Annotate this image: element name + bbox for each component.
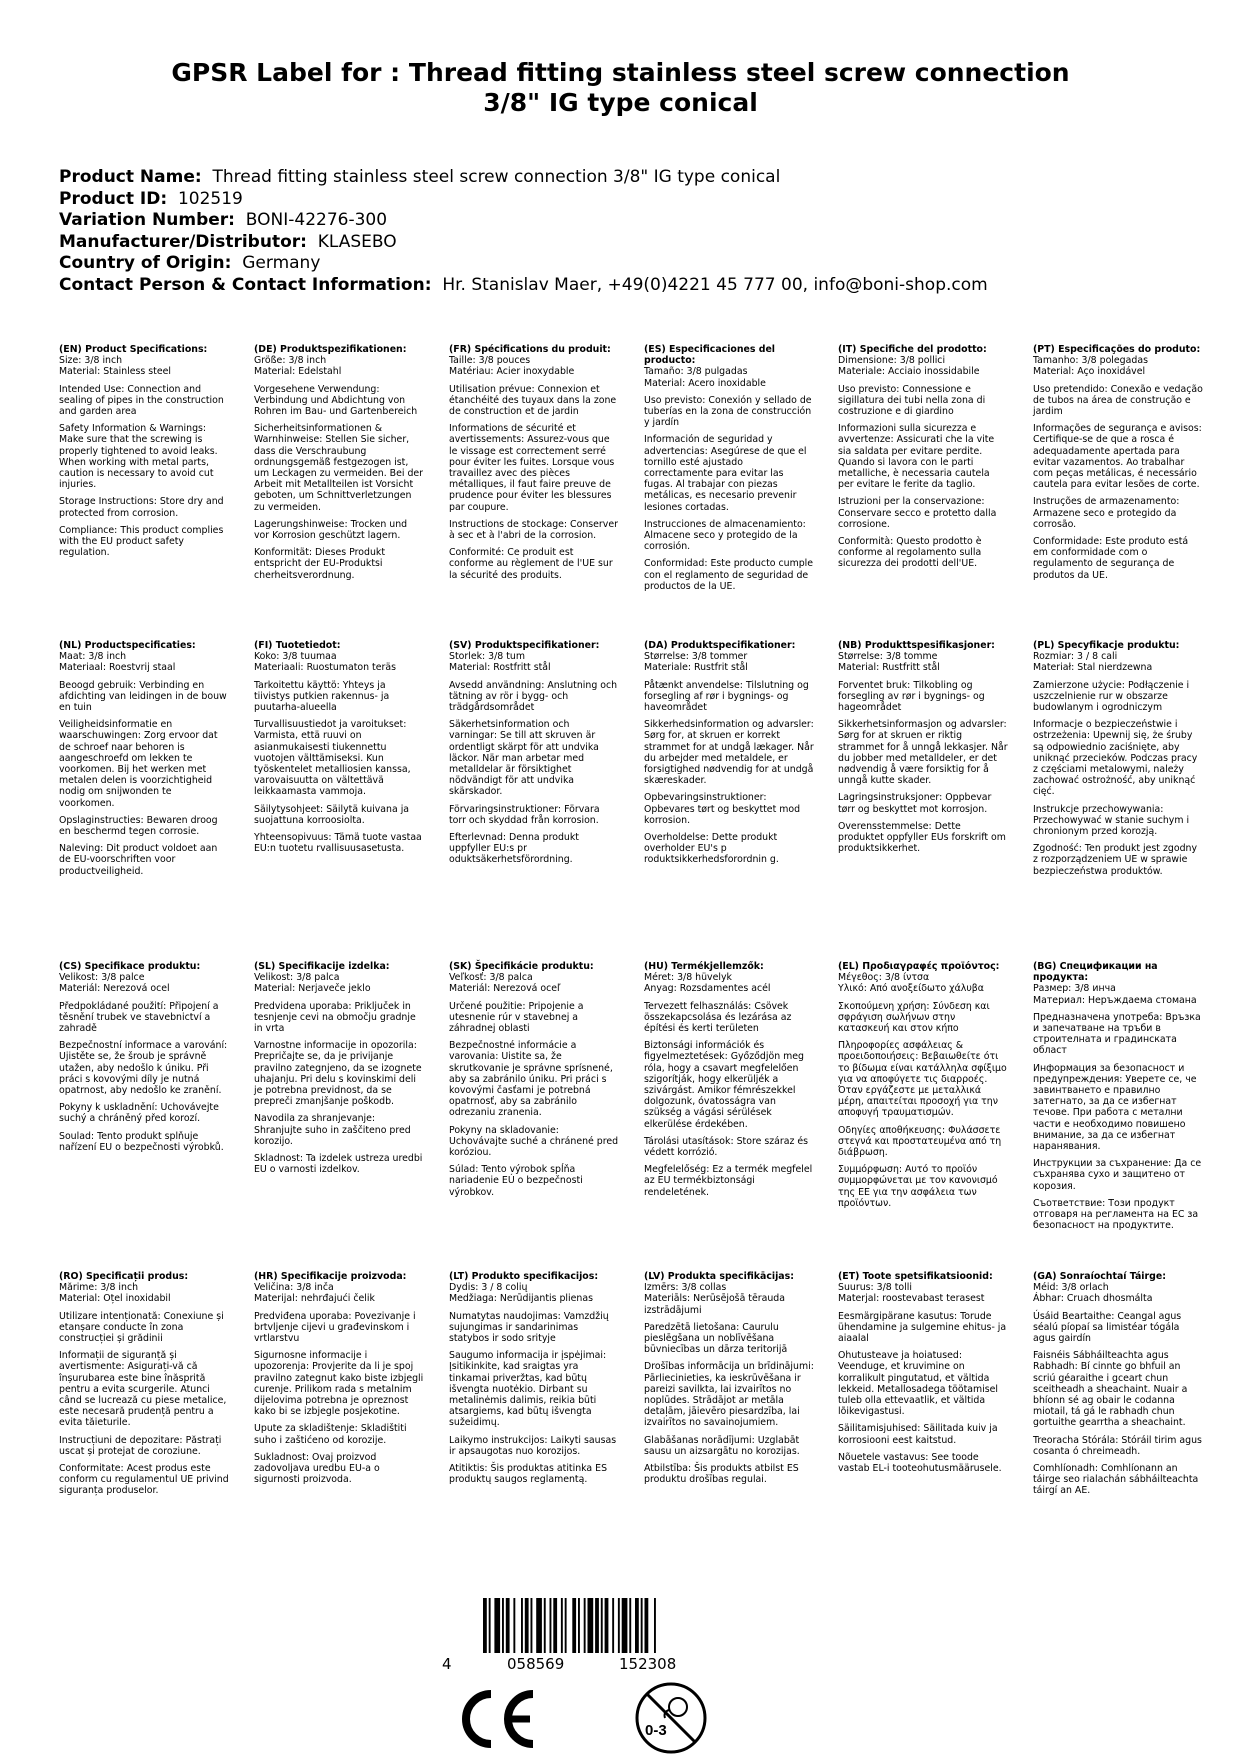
barcode-bar <box>622 1598 628 1653</box>
info-variation-number <box>59 210 988 232</box>
spec-storage: Säilitamisjuhised: Säilitada kuiv ja korrosiooni eest kaitstud. <box>838 1423 998 1446</box>
spec-safety: Informazioni sulla sicurezza e avvertenze: Assicurati che la vite sia saldata per evitare perdite. Quando si lavora con le parti metalliche, è necessaria cautela per evitare le ferite da taglio. <box>838 423 995 491</box>
info-label: Product Name: <box>59 167 202 187</box>
spec-size: Размер: 3/8 инча <box>1033 983 1116 995</box>
barcode <box>483 1598 723 1653</box>
spec-safety: Safety Information & Warnings: Make sure that the screwing is properly tightened to avoid leaks. When working with metal parts, caution is necessary to avoid cut injuries. <box>59 423 218 491</box>
spec-use: Utilisation prévue: Connexion et étanchéité des tuyaux dans la zone de construction et de jardin <box>449 383 617 418</box>
spec-size: Maat: 3/8 inch <box>59 651 127 663</box>
barcode-bar <box>618 1598 620 1653</box>
spec-use: Tarkoitettu käyttö: Yhteys ja tiivistys putkien rakennus- ja puutarha-alueella <box>254 679 390 714</box>
spec-section <box>59 1271 229 1503</box>
spec-section <box>254 1271 424 1491</box>
spec-storage: Navodila za shranjevanje: Shranjujte suho in zaščiteno pred korozijo. <box>254 1113 411 1147</box>
spec-compliance: Overensstemmelse: Dette produktet oppfyller EUs forskrift om produktsikkerhet. <box>838 820 1006 855</box>
spec-section <box>1033 344 1203 587</box>
spec-section <box>838 344 1008 576</box>
spec-use: Numatytas naudojimas: Vamzdžių sujungimas ir sandarinimas statybos ir sodo srityje <box>449 1310 609 1345</box>
spec-compliance: Skladnost: Ta izdelek ustreza uredbi EU o varnosti izdelkov. <box>254 1153 423 1176</box>
spec-compliance: Conformidad: Este producto cumple con el reglamento de seguridad de productos de la UE. <box>644 558 814 592</box>
spec-heading: (RO) Specificații produs: <box>59 1271 189 1282</box>
spec-heading: (LV) Produkta specifikācijas: <box>644 1271 794 1282</box>
spec-material: Materiál: Nerezová ocel <box>59 983 170 995</box>
spec-storage: Opslaginstructies: Bewaren droog en beschermd tegen corrosie. <box>59 814 218 838</box>
spec-size: Koko: 3/8 tuumaa <box>254 651 337 663</box>
barcode-bar <box>521 1598 523 1653</box>
spec-compliance: Conformitate: Acest produs este conform cu regulamentul UE privind siguranța produselor. <box>59 1463 229 1497</box>
info-value: Thread fitting stainless steel screw connection 3/8" IG type conical <box>212 167 781 187</box>
barcode-bar <box>544 1598 546 1653</box>
info-manufacturer <box>59 232 988 254</box>
spec-storage: Lagerungshinweise: Trocken und vor Korrosion geschützt lagern. <box>254 518 408 542</box>
spec-material: Material: Stainless steel <box>59 366 171 378</box>
barcode-bar <box>494 1598 500 1653</box>
spec-use: Eesmärgipärane kasutus: Torude ühendamine ja sulgemine ehitus- ja aiaalal <box>838 1310 1007 1345</box>
spec-safety: Sikkerhedsinformation og advarsler: Sørg for, at skruen er korrekt strammet for at undgå lækager. Når du arbejder med metaldele, er forsigtighed nødvendig for at undgå skæreskader. <box>644 719 814 787</box>
spec-size: Velikost: 3/8 palca <box>254 972 340 984</box>
spec-safety: Sigurnosne informacije i upozorenja: Provjerite da li je spoj pravilno zategnut kako biste izbjegli curenje. Prilikom rada s metalnim dijelovima potrebna je opreznost kako bi se izbjegle posjekotine. <box>254 1350 424 1418</box>
barcode-bar <box>645 1598 649 1653</box>
barcode-bar <box>513 1598 515 1653</box>
spec-size: Størrelse: 3/8 tommer <box>644 651 748 663</box>
spec-material: Υλικό: Από ανοξείδωτο χάλυβα <box>838 983 984 995</box>
spec-heading: (SV) Produktspecifikationer: <box>449 640 600 651</box>
spec-section <box>254 344 424 587</box>
spec-material: Materiał: Stal nierdzewna <box>1033 662 1153 674</box>
spec-section <box>644 640 814 872</box>
spec-size: Dydis: 3 / 8 colių <box>449 1282 528 1294</box>
spec-use: Predvidena uporaba: Priključek in tesnjenje cevi na območju gradnje in vrta <box>254 1000 416 1035</box>
barcode-bar <box>601 1598 603 1653</box>
spec-compliance: Compliance: This product complies with the EU product safety regulation. <box>59 524 224 559</box>
spec-material: Matériau: Acier inoxydable <box>449 366 575 378</box>
spec-section <box>838 961 1008 1215</box>
spec-material: Anyag: Rozsdamentes acél <box>644 983 771 995</box>
spec-safety: Bezpečnostné informácie a varovania: Uistite sa, že skrutkovanie je správne sprísnené, aby sa zabránilo úniku. Pri práci s kovovými časťami je potrebná opatrnosť, aby sa zabránilo odrezaniu zranenia. <box>449 1040 613 1119</box>
spec-use: Avsedd användning: Anslutning och tätning av rör i bygg- och trädgårdsområdet <box>449 679 618 714</box>
spec-material: Materjal: roostevabast terasest <box>838 1293 985 1305</box>
spec-material: Materiaal: Roestvrij staal <box>59 662 176 674</box>
spec-size: Méret: 3/8 hüvelyk <box>644 972 732 984</box>
spec-size: Velikost: 3/8 palce <box>59 972 145 984</box>
spec-compliance: Megfelelőség: Ez a termék megfelel az EU termékbiztonsági rendeletének. <box>644 1164 813 1198</box>
barcode-bar <box>584 1598 586 1653</box>
info-label: Manufacturer/Distributor: <box>59 231 307 252</box>
spec-storage: Instrucciones de almacenamiento: Almacene seco y protegido de la corrosión. <box>644 518 806 553</box>
spec-storage: Instruções de armazenamento: Armazene seco e protegido da corrosão. <box>1033 496 1180 530</box>
spec-storage: Pokyny na skladovanie: Uchovávajte suché a chránené pred koróziou. <box>449 1124 619 1159</box>
spec-section <box>838 1271 1008 1480</box>
barcode-bar <box>588 1598 594 1653</box>
spec-safety: Sikkerhetsinformasjon og advarsler: Sørg for at skruen er riktig strammet for å unngå lekkasjer. Når du jobber med metalldeler, er det nødvendig å være forsiktig for å unngå kutte skader. <box>838 719 1008 787</box>
spec-use: Úsáid Beartaithe: Ceangal agus séalú píopaí sa limistéar tógála agus gairdín <box>1033 1310 1182 1345</box>
spec-storage: Förvaringsinstruktioner: Förvara torr och skyddad från korrosion. <box>449 803 600 826</box>
spec-section <box>254 961 424 1181</box>
spec-compliance: Conformità: Questo prodotto è conforme al regolamento sulla sicurezza dei prodotti dell'UE. <box>838 536 982 570</box>
spec-heading: (FR) Spécifications du produit: <box>449 344 611 355</box>
spec-section <box>449 640 619 872</box>
spec-compliance: Súlad: Tento výrobok spĺňa nariadenie EÚ o bezpečnosti výrobkov. <box>449 1164 583 1198</box>
spec-safety: Informações de segurança e avisos: Certifique-se de que a rosca é adequadamente apertada para evitar vazamentos. Ao trabalhar com peças metálicas, é necessário cautela para evitar lesões de corte. <box>1033 423 1202 491</box>
spec-safety: Faisnéis Sábháilteachta agus Rabhadh: Bí cinnte go bhfuil an scriú géaraithe i gceart chun sceitheadh a sheachaint. Nuair a bhíonn sé ag obair le codanna miotail, tá gá le rabhadh chun gortuithe gearrtha a sheachaint. <box>1033 1350 1188 1429</box>
barcode-bar <box>629 1598 631 1653</box>
spec-heading: (HU) Termékjellemzők: <box>644 961 764 972</box>
spec-section <box>59 640 229 883</box>
info-product-name <box>59 167 988 189</box>
spec-compliance: Atbilstība: Šis produkts atbilst ES produktu drošības regulai. <box>644 1463 799 1486</box>
spec-compliance: Konformität: Dieses Produkt entspricht der EU-Produktsi cherheitsverordnung. <box>254 547 386 581</box>
spec-material: Materiale: Rustfrit stål <box>644 662 748 674</box>
info-value: KLASEBO <box>317 231 397 252</box>
spec-safety: Bezpečnostní informace a varování: Ujistěte se, že šroub je správně utažen, aby nedošlo k úniku. Při práci s kovovými díly je nutná opatrnost, aby nedošlo ke zranění. <box>59 1040 228 1097</box>
info-label: Contact Person & Contact Information: <box>59 274 432 295</box>
spec-safety: Informacje o bezpieczeństwie i ostrzeżenia: Upewnij się, że śruby są odpowiednio zaciśnięte, aby uniknąć przecieków. Podczas pracy z częściami metalowymi, należy zachować ostrożność, aby uniknąć cięć. <box>1033 719 1198 798</box>
barcode-digit-1: 4 <box>442 1655 452 1673</box>
page-title <box>0 58 1241 118</box>
spec-section <box>254 640 424 860</box>
spec-size: Izmērs: 3/8 collas <box>644 1282 727 1294</box>
spec-use: Zamierzone użycie: Podłączenie i uszczelnienie rur w obszarze budowlanym i ogrodniczym <box>1033 679 1190 714</box>
spec-size: Größe: 3/8 inch <box>254 355 327 367</box>
spec-heading: (EL) Προδιαγραφές προϊόντος: <box>838 961 1000 972</box>
spec-use: Intended Use: Connection and sealing of pipes in the construction and garden area <box>59 383 224 418</box>
spec-section <box>644 1271 814 1491</box>
spec-section <box>1033 1271 1203 1503</box>
spec-storage: Lagringsinstruksjoner: Oppbevar tørr og beskyttet mot korrosjon. <box>838 792 992 815</box>
spec-size: Size: 3/8 inch <box>59 355 123 367</box>
age-0-3-warning-icon <box>633 1680 709 1756</box>
product-info <box>59 167 988 296</box>
spec-heading: (BG) Спецификации на продукта: <box>1033 961 1158 984</box>
spec-material: Materiál: Nerezová oceľ <box>449 983 561 995</box>
spec-material: Ábhar: Cruach dhosmálta <box>1033 1293 1153 1305</box>
spec-size: Taille: 3/8 pouces <box>449 355 531 367</box>
spec-heading: (HR) Specifikacije proizvoda: <box>254 1271 407 1282</box>
spec-material: Material: Rostfritt stål <box>449 662 551 674</box>
barcode-bar <box>635 1598 639 1653</box>
spec-material: Materijal: nehrđajući čelik <box>254 1293 375 1305</box>
spec-heading: (PT) Especificações do produto: <box>1033 344 1201 355</box>
spec-safety: Saugumo informacija ir įspėjimai: Įsitikinkite, kad sraigtas yra tinkamai priveržtas, kad būtų išvengta nuotėkio. Dirbant su metalinėmis dalimis, reikia būti atsargiems, kad būtų išvengta sužeidimų. <box>449 1350 607 1429</box>
spec-compliance: Atitiktis: Šis produktas atitinka ES produktų saugos reglamentą. <box>449 1463 608 1486</box>
spec-use: Tervezett felhasználás: Csövek összekapcsolása és lezárása az építési és kerti területen <box>644 1000 792 1035</box>
spec-compliance: Efterlevnad: Denna produkt uppfyller EU:s pr oduktsäkerhetsförordning. <box>449 832 579 866</box>
spec-heading: (NB) Produkttspesifikasjoner: <box>838 640 995 651</box>
spec-use: Predviđena uporaba: Povezivanje i brtvljenje cijevi u građevinskom i vrtlarstvu <box>254 1310 416 1345</box>
spec-safety: Информация за безопасност и предупреждения: Уверете се, че завинтването е правилно затегнато, за да се избегнат течове. При работа с метални части е необходимо повишено внимание, за да се избегнат наранявания. <box>1033 1062 1197 1153</box>
spec-storage: Οδηγίες αποθήκευσης: Φυλάσσετε στεγνά και προστατευμένα από τη διάβρωση. <box>838 1124 1002 1159</box>
spec-heading: (PL) Specyfikacje produktu: <box>1033 640 1180 651</box>
spec-safety: Informații de siguranță și avertismente: Asigurați-vă că înșurubarea este bine înăsprită pentru a evita scurgerile. Atunci când se lucrează cu piese metalice, este necesară prudență pentru a evita tăieturile. <box>59 1350 227 1429</box>
spec-section <box>1033 640 1203 883</box>
title-line-1: GPSR Label for : Thread fitting stainless steel screw connection <box>171 58 1070 87</box>
spec-storage: Tárolási utasítások: Store száraz és védett korrózió. <box>644 1135 809 1159</box>
spec-material: Materiale: Acciaio inossidabile <box>838 366 980 378</box>
spec-storage: Instrucțiuni de depozitare: Păstrați uscat și protejat de coroziune. <box>59 1434 222 1457</box>
spec-storage: Glabāšanas norādījumi: Uzglabāt sausu un aizsargātu no korozijas. <box>644 1434 800 1457</box>
age-label: 0-3 <box>645 1722 667 1739</box>
spec-material: Materiāls: Nerūsējošā tērauda izstrādājumi <box>644 1293 785 1316</box>
spec-material: Material: Oțel inoxidabil <box>59 1293 171 1305</box>
spec-heading: (SK) Špecifikácie produktu: <box>449 961 594 972</box>
spec-compliance: Soulad: Tento produkt splňuje nařízení EU o bezpečnosti výrobků. <box>59 1130 224 1153</box>
spec-size: Suurus: 3/8 tolli <box>838 1282 912 1294</box>
spec-compliance: Overholdelse: Dette produkt overholder EU's p roduktsikkerhedsforordnin g. <box>644 832 779 866</box>
spec-heading: (GA) Sonraíochtaí Táirge: <box>1033 1271 1166 1282</box>
spec-use: Uso pretendido: Conexão e vedação de tubos na área de construção e jardim <box>1033 383 1203 418</box>
spec-heading: (CS) Specifikace produktu: <box>59 961 201 972</box>
spec-use: Určené použitie: Pripojenie a utesnenie rúr v stavebnej a záhradnej oblasti <box>449 1000 584 1035</box>
info-country <box>59 253 988 275</box>
spec-safety: Säkerhetsinformation och varningar: Se till att skruven är ordentligt skärpt för att undvika läckor. När man arbetar med metalldelar är försiktighet nödvändigt för att undvika skärskador. <box>449 719 599 798</box>
barcode-bar <box>654 1598 656 1653</box>
spec-use: Forventet bruk: Tilkobling og forsegling av rør i bygnings- og hageområdet <box>838 679 985 714</box>
barcode-bar <box>565 1598 567 1653</box>
barcode-bar <box>561 1598 563 1653</box>
spec-heading: (LT) Produkto specifikacijos: <box>449 1271 599 1282</box>
ce-mark-icon <box>458 1689 538 1749</box>
barcode-bar <box>612 1598 614 1653</box>
spec-storage: Инструкции за съхранение: Да се съхранява сухо и защитено от корозия. <box>1033 1158 1202 1192</box>
spec-compliance: Συμμόρφωση: Αυτό το προϊόν συμμορφώνεται με τον κανονισμό της ΕΕ για την ασφάλεια των προϊόντων. <box>838 1164 998 1209</box>
spec-safety: Ohutusteave ja hoiatused: Veenduge, et kruvimine on korralikult pingutatud, et vältida lekkeid. Metallosadega töötamisel tuleb olla ettevaatlik, et vältida lõikevigastusi. <box>838 1350 998 1418</box>
info-value: Hr. Stanislav Maer, +49(0)4221 45 777 00, info@boni-shop.com <box>442 274 988 295</box>
spec-safety: Biztonsági információk és figyelmeztetések: Győződjön meg róla, hogy a csavart megfelelően szigorítják, hogy elkerüljék a szivárgást. Amikor fémrészekkel dolgozunk, óvatosságra van szükség a vágási sérülések elkerülése érdekében. <box>644 1040 804 1130</box>
spec-compliance: Sukladnost: Ovaj proizvod zadovoljava uredbu EU-a o sigurnosti proizvoda. <box>254 1451 380 1486</box>
spec-use: Предназначена употреба: Връзка и запечатване на тръби в строителната и градинската област <box>1033 1011 1201 1057</box>
spec-heading: (DE) Produktspezifikationen: <box>254 344 407 355</box>
spec-use: Uso previsto: Conexión y sellado de tuberías en la zona de construcción y jardín <box>644 394 812 429</box>
spec-material: Material: Aço inoxidável <box>1033 366 1146 378</box>
spec-use: Utilizare intenționată: Conexiune și etanșare conducte în zona construcției și grădinii <box>59 1310 224 1345</box>
barcode-bar <box>605 1598 609 1653</box>
barcode-bar <box>489 1598 491 1653</box>
spec-material: Material: Acero inoxidable <box>644 377 766 389</box>
spec-use: Påtænkt anvendelse: Tilslutning og forsegling af rør i bygnings- og haveområdet <box>644 679 809 714</box>
spec-material: Materiaali: Ruostumaton teräs <box>254 662 396 674</box>
spec-section <box>59 344 229 564</box>
barcode-group-2: 152308 <box>619 1655 677 1673</box>
spec-safety: Πληροφορίες ασφάλειας & προειδοποιήσεις: Βεβαιωθείτε ότι το βίδωμα είναι κατάλληλα σφίξιμο για να αποφύγετε τις διαρροές. Όταν εργάζεστε με μεταλλικά μέρη, απαιτείται προσοχή για την αποφυγή τραυματισμών. <box>838 1040 1007 1119</box>
spec-size: Méid: 3/8 orlach <box>1033 1282 1109 1294</box>
spec-safety: Drošības informācija un brīdinājumi: Pārliecinieties, ka ieskrūvēšana ir pareizi savilkta, lai izvairītos no noplūdes. Strādājot ar metāla detaļām, jāievēro piesardzība, lai izvairītos no savainojumiem. <box>644 1361 814 1429</box>
spec-section <box>1033 961 1203 1237</box>
spec-size: Veličina: 3/8 inča <box>254 1282 334 1294</box>
spec-use: Σκοπούμενη χρήση: Σύνδεση και σφράγιση σωλήνων στην κατασκευή και στον κήπο <box>838 1000 990 1035</box>
spec-storage: Laikymo instrukcijos: Laikyti sausas ir apsaugotas nuo korozijos. <box>449 1434 617 1457</box>
spec-safety: Información de seguridad y advertencias: Asegúrese de que el tornillo esté ajustado correctamente para evitar las fugas. Al trabajar con piezas metálicas, es necesario prevenir lesiones cortadas. <box>644 434 807 513</box>
barcode-bar <box>502 1598 504 1653</box>
barcode-bar <box>553 1598 557 1653</box>
info-label: Product ID: <box>59 188 168 209</box>
spec-compliance: Conformidade: Este produto está em conformidade com o regulamento de segurança de produtos da UE. <box>1033 536 1189 581</box>
spec-use: Uso previsto: Connessione e sigillatura dei tubi nella zona di costruzione e di giardino <box>838 383 986 418</box>
spec-use: Beoogd gebruik: Verbinding en afdichting van leidingen in de bouw en tuin <box>59 679 227 714</box>
spec-storage: Storage Instructions: Store dry and protected from corrosion. <box>59 496 224 519</box>
spec-storage: Säilytysohjeet: Säilytä kuivana ja suojattuna korroosiolta. <box>254 803 410 826</box>
info-contact <box>59 275 988 297</box>
spec-storage: Upute za skladištenje: Skladištiti suho i zaštićeno od korozije. <box>254 1423 407 1446</box>
spec-size: Dimensione: 3/8 pollici <box>838 355 946 367</box>
spec-safety: Informations de sécurité et avertissements: Assurez-vous que le vissage est correctement serré pour éviter les fuites. Lorsque vous travaillez avec des pièces métalliques, il faut faire preuve de prudence pour éviter les blessures par coupure. <box>449 423 615 513</box>
barcode-bar <box>525 1598 529 1653</box>
spec-compliance: Naleving: Dit product voldoet aan de EU-voorschriften voor productveiligheid. <box>59 843 218 877</box>
spec-section <box>838 640 1008 860</box>
spec-storage: Istruzioni per la conservazione: Conservare secco e protetto dalla corrosione. <box>838 496 997 530</box>
info-value: BONI-42276-300 <box>245 210 388 230</box>
spec-storage: Opbevaringsinstruktioner: Opbevares tørt og beskyttet mod korrosion. <box>644 792 801 826</box>
spec-storage: Instrukcje przechowywania: Przechowywać w stanie suchym i chronionym przed korozją. <box>1033 803 1190 838</box>
spec-use: Předpokládané použití: Připojení a těsnění trubek ve stavebnictví a zahradě <box>59 1000 219 1035</box>
title-line-2: 3/8" IG type conical <box>483 88 758 117</box>
barcode-bar <box>531 1598 533 1653</box>
spec-heading: (ES) Especificaciones del producto: <box>644 344 776 367</box>
spec-safety: Veiligheidsinformatie en waarschuwingen: Zorg ervoor dat de schroef naar behoren is aangeschroefd om lekken te voorkomen. Bij het werken met metalen delen is voorzichtigheid nodig om snijwonden te voorkomen. <box>59 719 218 809</box>
spec-section <box>449 1271 619 1491</box>
spec-heading: (ET) Toote spetsifikatsioonid: <box>838 1271 993 1282</box>
spec-size: Tamaño: 3/8 pulgadas <box>644 366 748 378</box>
spec-size: Tamanho: 3/8 polegadas <box>1033 355 1148 367</box>
spec-section <box>644 344 814 598</box>
spec-section <box>59 961 229 1159</box>
spec-storage: Treoracha Stórála: Stóráil tirim agus cosanta ó chreimeadh. <box>1033 1434 1202 1457</box>
barcode-bar <box>483 1598 487 1653</box>
spec-heading: (EN) Product Specifications: <box>59 344 208 355</box>
spec-heading: (DA) Produktspecifikationer: <box>644 640 796 651</box>
info-label: Variation Number: <box>59 210 235 230</box>
spec-use: Vorgesehene Verwendung: Verbindung und Abdichtung von Rohren im Bau- und Gartenbereich <box>254 383 418 418</box>
info-value: 102519 <box>177 188 243 209</box>
barcode-bar <box>578 1598 580 1653</box>
info-value: Germany <box>242 253 321 273</box>
barcode-bar <box>595 1598 599 1653</box>
spec-compliance: Zgodność: Ten produkt jest zgodny z rozporządzeniem UE w sprawie bezpieczeństwa produktów. <box>1033 843 1198 877</box>
barcode-bar <box>641 1598 643 1653</box>
barcode-bar <box>506 1598 510 1653</box>
spec-size: Storlek: 3/8 tum <box>449 651 525 663</box>
barcode-bar <box>550 1598 552 1653</box>
spec-safety: Turvallisuustiedot ja varoitukset: Varmista, että ruuvi on asianmukaisesti tiukennettu vuotojen välttämiseksi. Kun työskentelet metalliosien kanssa, varovaisuutta on vältettävä leikkaamasta vammoja. <box>254 719 411 798</box>
spec-compliance: Nõuetele vastavus: See toode vastab EL-i tooteohutusmäärusele. <box>838 1451 1002 1475</box>
spec-size: Veľkosť: 3/8 palca <box>449 972 533 984</box>
spec-material: Medžiaga: Nerūdijantis plienas <box>449 1293 593 1305</box>
spec-size: Mărime: 3/8 inch <box>59 1282 139 1294</box>
spec-storage: Instructions de stockage: Conserver à sec et à l'abri de la corrosion. <box>449 518 618 542</box>
spec-storage: Pokyny k uskladnění: Uchovávejte suchý a chráněný před korozí. <box>59 1102 219 1125</box>
info-label: Country of Origin: <box>59 253 232 273</box>
spec-heading: (FI) Tuotetiedot: <box>254 640 341 651</box>
spec-heading: (SL) Specifikacije izdelka: <box>254 961 390 972</box>
spec-size: Rozmiar: 3 / 8 cali <box>1033 651 1118 663</box>
spec-size: Μέγεθος: 3/8 ίντσα <box>838 972 930 984</box>
spec-section <box>644 961 814 1204</box>
spec-compliance: Conformité: Ce produit est conforme au règlement de l'UE sur la sécurité des produits. <box>449 547 613 581</box>
spec-material: Material: Nerjaveče jeklo <box>254 983 371 995</box>
spec-size: Størrelse: 3/8 tomme <box>838 651 938 663</box>
barcode-bar <box>572 1598 576 1653</box>
spec-section <box>449 961 619 1204</box>
spec-material: Material: Edelstahl <box>254 366 342 378</box>
barcode-bar <box>536 1598 542 1653</box>
spec-material: Material: Rustfritt stål <box>838 662 940 674</box>
spec-material: Материал: Неръждаема стомана <box>1033 994 1197 1006</box>
spec-safety: Sicherheitsinformationen & Warnhinweise: Stellen Sie sicher, dass die Verschraubung ordnungsgemäß festgezogen ist, um Leckagen zu vermeiden. Bei der Arbeit mit Metallteilen ist Vorsicht geboten, um Schnittverletzungen zu vermeiden. <box>254 423 424 513</box>
spec-compliance: Съответствие: Този продукт отговаря на регламента на ЕС за безопасност на продуктите. <box>1033 1197 1199 1232</box>
spec-heading: (NL) Productspecificaties: <box>59 640 196 651</box>
spec-compliance: Comhlíonadh: Comhlíonann an táirge seo rialachán sábháilteachta táirgí an AE. <box>1033 1463 1199 1497</box>
spec-safety: Varnostne informacije in opozorila: Prepričajte se, da je privijanje pravilno zategnjeno, da se izognete uhajanju. Pri delu s kovinskimi deli je potrebna previdnost, da se prepreči zmanjšanje poškodb. <box>254 1040 422 1108</box>
spec-heading: (IT) Specifiche del prodotto: <box>838 344 987 355</box>
spec-section <box>449 344 619 587</box>
spec-compliance: Yhteensopivuus: Tämä tuote vastaa EU:n tuotetu rvallisuusasetusta. <box>254 832 422 855</box>
spec-use: Paredzētā lietošana: Caurulu pieslēgšana un noblīvēšana būvniecības un dārza teritorijā <box>644 1321 788 1356</box>
info-product-id <box>59 189 988 211</box>
barcode-group-1: 058569 <box>507 1655 565 1673</box>
